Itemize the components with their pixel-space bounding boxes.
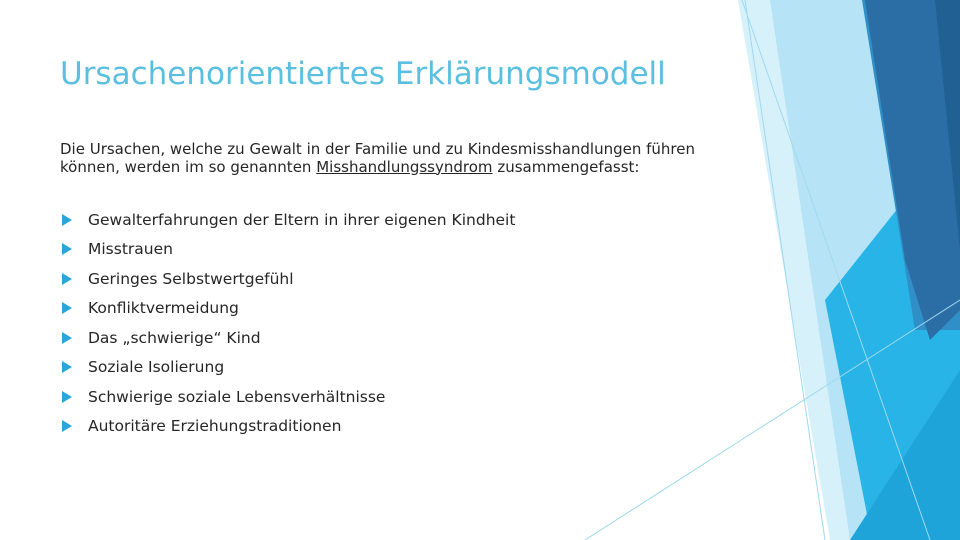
bullet-text: Schwierige soziale Lebensverhältnisse — [88, 387, 386, 406]
intro-text-start: Die Ursachen, welche zu Gewalt in der Familie und zu Kindesmisshandlungen führen können, werden im so genannten — [60, 140, 696, 176]
intro-term: Misshandlungssyndrom — [316, 157, 493, 176]
bullet-text: Geringes Selbstwertgefühl — [88, 269, 294, 288]
triangle-right-icon — [62, 214, 72, 226]
triangle-right-icon — [62, 243, 72, 255]
bullet-list — [60, 205, 515, 441]
bullet-item — [60, 323, 515, 353]
bullet-item — [60, 294, 515, 324]
intro-paragraph — [60, 141, 720, 176]
triangle-right-icon — [62, 273, 72, 285]
bullet-item — [60, 353, 515, 383]
triangle-right-icon — [62, 302, 72, 314]
bullet-text: Das „schwierige“ Kind — [88, 328, 261, 347]
bullet-text: Misstrauen — [88, 240, 173, 259]
triangle-right-icon — [62, 332, 72, 344]
bullet-text: Autoritäre Erziehungstraditionen — [88, 417, 342, 436]
intro-text-end: zusammengefasst: — [492, 157, 640, 176]
bullet-item — [60, 382, 515, 412]
triangle-right-icon — [62, 391, 72, 403]
triangle-right-icon — [62, 361, 72, 373]
bullet-text: Soziale Isolierung — [88, 358, 225, 377]
bullet-item — [60, 412, 515, 442]
bullet-text: Konfliktvermeidung — [88, 299, 239, 318]
bullet-item — [60, 264, 515, 294]
bullet-item — [60, 235, 515, 265]
triangle-right-icon — [62, 420, 72, 432]
slide-title: Ursachenorientiertes Erklärungsmodell — [60, 56, 666, 92]
bullet-item — [60, 205, 515, 235]
bullet-text: Gewalterfahrungen der Eltern in ihrer eigenen Kindheit — [88, 210, 516, 229]
